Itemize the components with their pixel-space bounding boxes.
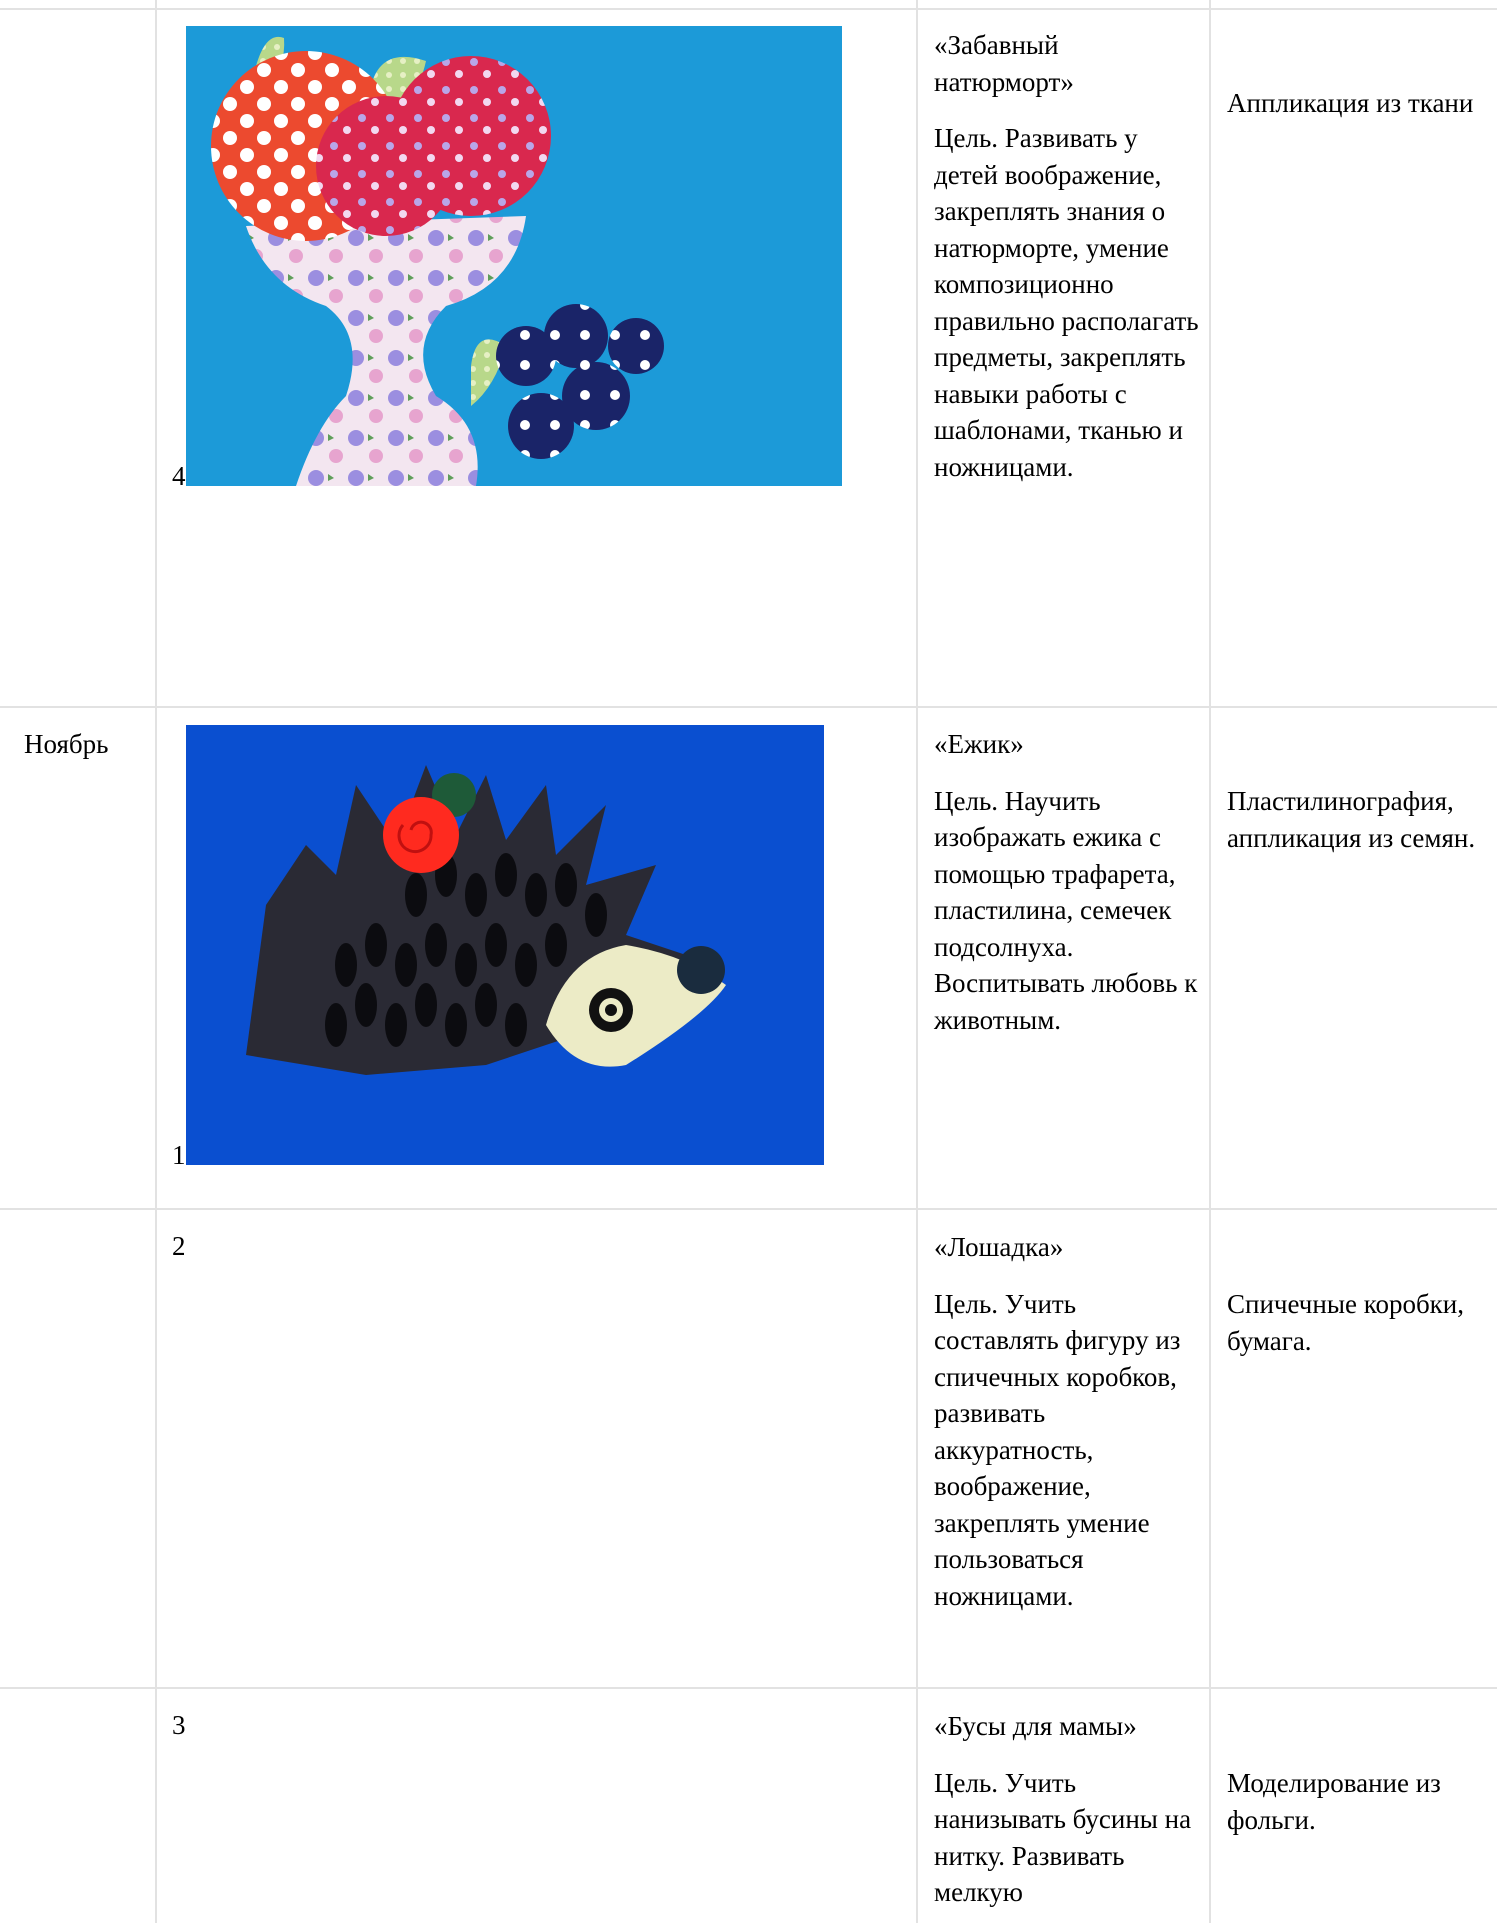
- activity-description: [934, 726, 1204, 1038]
- activity-title: «Лошадка»: [934, 1232, 1064, 1262]
- table-border: [0, 1687, 1497, 1689]
- table-border: [916, 0, 918, 1923]
- item-number: 1: [172, 1140, 186, 1170]
- item-number: 3: [172, 1710, 186, 1740]
- activity-title: «Забавный натюрморт»: [934, 30, 1074, 97]
- activity-title: «Ежик»: [934, 729, 1024, 759]
- activity-material: Моделирование из фольги.: [1227, 1768, 1441, 1835]
- activity-goal: Цель. Развивать у детей воображение, закреплять знания о натюрморте, умение композиционно правильно располагать предметы, закреплять навыки работы с шаблонами, тканью и ножницами.: [934, 123, 1199, 482]
- table-border: [0, 8, 1497, 10]
- activity-description: [934, 1708, 1204, 1911]
- activity-description: [934, 27, 1204, 485]
- hedgehog-applique-photo: [186, 725, 824, 1165]
- table-border: [1209, 0, 1211, 1923]
- table-border: [0, 706, 1497, 708]
- item-number: 4: [172, 461, 186, 491]
- table-border: [0, 1208, 1497, 1210]
- activity-title: «Бусы для мамы»: [934, 1711, 1137, 1741]
- item-number: 2: [172, 1231, 186, 1261]
- still-life-applique-photo: [186, 26, 842, 486]
- activity-material: Пластилинография, аппликация из семян.: [1227, 786, 1476, 853]
- activity-goal: Цель. Научить изображать ежика с помощью трафарета, пластилина, семечек подсолнуха. Воспитывать любовь к животным.: [934, 785, 1198, 1035]
- activity-goal: Цель. Учить составлять фигуру из спичечных коробков, развивать аккуратность, воображение, закреплять умение пользоваться ножницами.: [934, 1288, 1181, 1611]
- table-border: [155, 0, 157, 1923]
- activity-material: Аппликация из ткани: [1227, 88, 1474, 118]
- month-label: Ноябрь: [24, 729, 109, 759]
- activity-goal: Цель. Учить нанизывать бусины на нитку. Развивать мелкую: [934, 1767, 1192, 1907]
- activity-description: [934, 1229, 1204, 1614]
- activity-material: Спичечные коробки, бумага.: [1227, 1289, 1465, 1356]
